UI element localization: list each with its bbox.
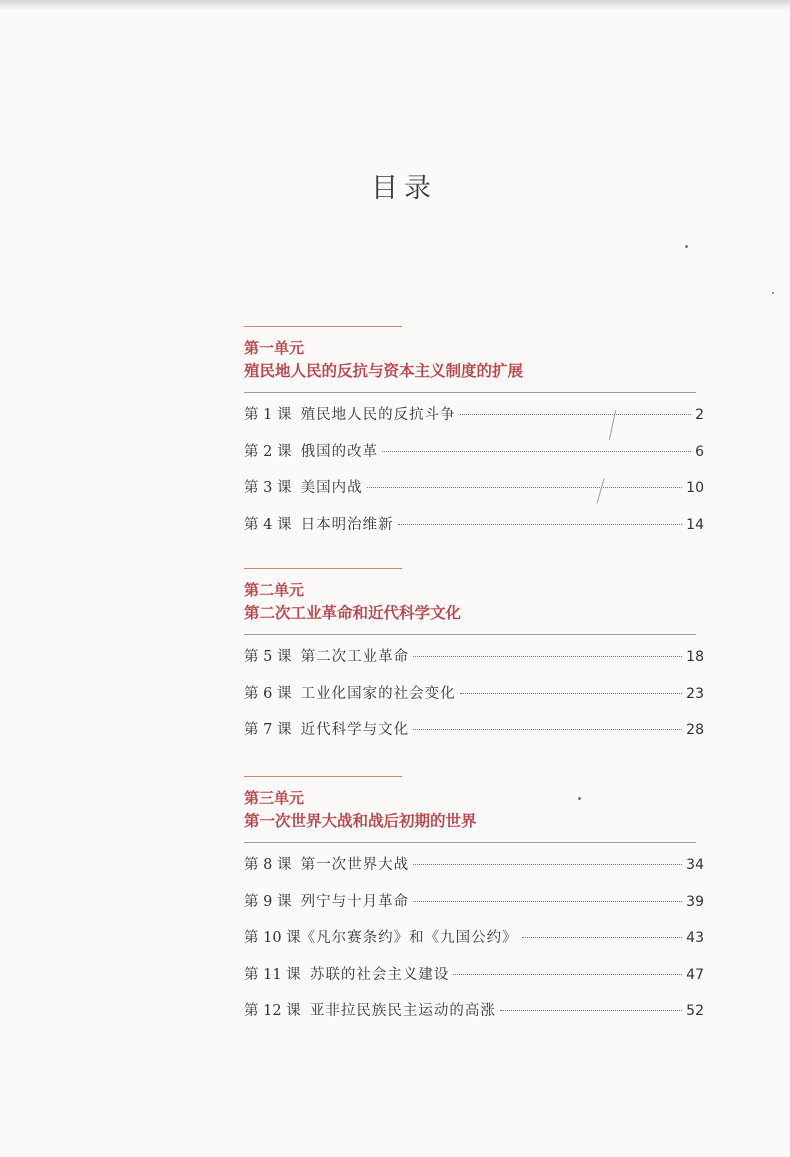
scan-top-shadow: [0, 0, 790, 10]
unit-name: 第二次工业革命和近代科学文化: [244, 603, 462, 622]
unit-number: 第三单元: [244, 789, 305, 807]
page-number: 39: [686, 893, 704, 910]
leader-dots: [413, 729, 682, 730]
toc-entry[interactable]: [244, 513, 704, 550]
lesson-list: [244, 403, 704, 549]
leader-dots: [413, 864, 682, 865]
leader-dots: [413, 656, 682, 657]
unit-number: 第一单元: [244, 339, 305, 357]
unit-bottom-rule: [244, 634, 696, 635]
unit-bottom-rule: [244, 842, 696, 843]
page-number: 18: [686, 649, 704, 665]
lesson-title: 第二次工业革命: [300, 649, 410, 665]
leader-dots: [460, 414, 691, 415]
lesson-number: 第 4 课: [244, 516, 301, 533]
lesson-number: 第 11 课: [244, 966, 310, 983]
unit-top-rule: [244, 326, 402, 327]
scan-speck: [578, 797, 581, 800]
page-number: 2: [695, 407, 704, 423]
page-number: 47: [686, 966, 704, 983]
lesson-number: 第 9 课: [244, 893, 301, 910]
unit-bottom-rule: [244, 392, 696, 393]
lesson-title: 《凡尔赛条约》和《九国公约》: [300, 930, 518, 946]
lesson-title: 苏联的社会主义建设: [309, 966, 450, 983]
page-number: 28: [686, 722, 704, 738]
page-number: 6: [695, 443, 704, 460]
lesson-title: 俄国的改革: [300, 443, 379, 460]
toc-entry[interactable]: [244, 890, 704, 927]
page-number: 52: [686, 1003, 704, 1019]
lesson-number: 第 6 课: [244, 685, 301, 702]
lesson-title: 列宁与十月革命: [300, 893, 410, 910]
unit-number: 第二单元: [244, 581, 305, 599]
leader-dots: [413, 901, 682, 902]
unit-3: [244, 776, 704, 1036]
unit-top-rule: [244, 776, 402, 777]
lesson-number: 第 12 课: [244, 1003, 310, 1019]
toc-entry[interactable]: [244, 999, 704, 1036]
page-title: 目录: [371, 173, 437, 204]
lesson-title: 美国内战: [300, 480, 363, 496]
toc-entry[interactable]: [244, 403, 704, 440]
page-number: 14: [686, 516, 704, 533]
leader-dots: [460, 693, 683, 694]
lesson-list: [244, 853, 704, 1036]
leader-dots: [382, 451, 691, 452]
leader-dots: [453, 974, 682, 975]
toc-entry[interactable]: [244, 476, 704, 513]
toc-entry[interactable]: [244, 963, 704, 1000]
page-number: 43: [686, 930, 704, 946]
unit-2: [244, 568, 704, 755]
lesson-title: 日本明治维新: [300, 516, 394, 533]
unit-top-rule: [244, 568, 402, 569]
unit-name: 殖民地人民的反抗与资本主义制度的扩展: [244, 361, 524, 380]
toc-entry[interactable]: [244, 926, 704, 963]
scan-speck: [772, 292, 774, 294]
unit-1: [244, 326, 704, 549]
lesson-number: 第 8 课: [244, 857, 301, 873]
leader-dots: [367, 487, 683, 488]
leader-dots: [500, 1010, 682, 1011]
leader-dots: [398, 524, 683, 525]
scan-speck: [685, 245, 688, 248]
toc-entry[interactable]: [244, 440, 704, 477]
toc-entry[interactable]: [244, 853, 704, 890]
lesson-title: 工业化国家的社会变化: [300, 685, 456, 702]
leader-dots: [522, 937, 683, 938]
page-number: 34: [686, 857, 704, 873]
lesson-number: 第 3 课: [244, 480, 301, 496]
page-number: 10: [686, 480, 704, 496]
lesson-number: 第 2 课: [244, 443, 301, 460]
lesson-list: [244, 645, 704, 755]
lesson-number: 第 7 课: [244, 722, 301, 738]
lesson-title: 殖民地人民的反抗斗争: [300, 407, 456, 423]
page-number: 23: [686, 685, 704, 702]
lesson-title: 近代科学与文化: [300, 722, 410, 738]
lesson-number: 第 10 课: [244, 930, 301, 946]
toc-entry[interactable]: [244, 718, 704, 755]
unit-name: 第一次世界大战和战后初期的世界: [244, 811, 477, 830]
lesson-title: 第一次世界大战: [300, 857, 410, 873]
toc-entry[interactable]: [244, 682, 704, 719]
lesson-title: 亚非拉民族民主运动的高涨: [309, 1003, 496, 1019]
toc-entry[interactable]: [244, 645, 704, 682]
lesson-number: 第 5 课: [244, 649, 301, 665]
lesson-number: 第 1 课: [244, 407, 301, 423]
